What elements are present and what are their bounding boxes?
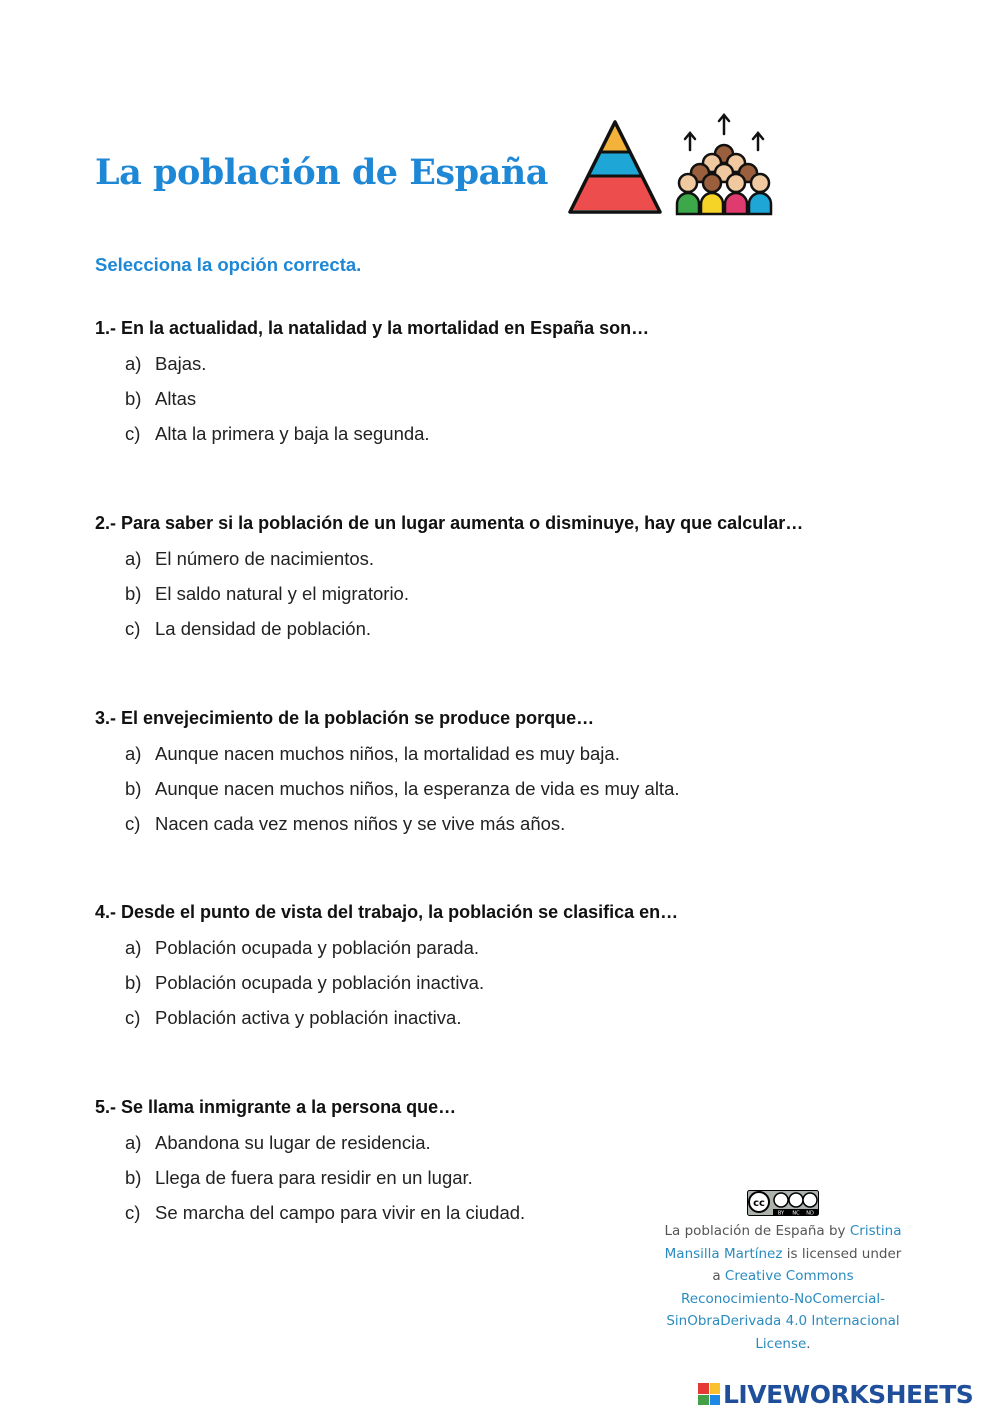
answer-option-b[interactable]: b) Aunque nacen muchos niños, la esperanza de vida es muy alta. xyxy=(125,778,680,813)
option-text: Se marcha del campo para vivir en la ciudad. xyxy=(155,1202,526,1223)
option-text: Llega de fuera para residir en un lugar. xyxy=(155,1167,473,1188)
nd-icon xyxy=(803,1193,817,1207)
by-icon xyxy=(774,1193,788,1207)
population-pyramid-icon xyxy=(566,118,664,216)
answer-option-b[interactable]: b) Llega de fuera para residir en un lugar. xyxy=(125,1167,525,1202)
license-notice: cc BY NC ND La población de España by Cristina Mansilla Martínez is licensed under a Creative Commons Reconocimiento-NoComercial-SinObraDerivada 4.0 Internacional License. xyxy=(662,1190,904,1355)
option-text: Bajas. xyxy=(155,353,207,374)
nd-label: ND xyxy=(806,1210,814,1216)
option-text: Población ocupada y población inactiva. xyxy=(155,972,485,993)
author-link[interactable]: Cristina Mansilla Martínez xyxy=(664,1223,902,1262)
logo-grid-icon xyxy=(698,1383,720,1405)
option-text: Abandona su lugar de residencia. xyxy=(155,1132,431,1153)
option-text: Aunque nacen muchos niños, la esperanza de vida es muy alta. xyxy=(155,778,680,799)
nc-icon xyxy=(789,1193,803,1207)
answer-option-a[interactable]: a) Aunque nacen muchos niños, la mortalidad es muy baja. xyxy=(125,743,680,778)
question-3 xyxy=(95,708,680,848)
question-text: 2.- Para saber si la población de un lugar aumenta o disminuye, hay que calcular… xyxy=(95,513,804,533)
svg-text:cc: cc xyxy=(753,1198,765,1209)
answer-option-a[interactable]: a) El número de nacimientos. xyxy=(125,548,803,583)
option-text: Aunque nacen muchos niños, la mortalidad es muy baja. xyxy=(155,743,620,764)
option-text: El número de nacimientos. xyxy=(155,548,375,569)
population-growth-icon xyxy=(672,110,776,218)
answer-option-a[interactable]: a) Bajas. xyxy=(125,353,649,388)
answer-option-a[interactable]: a) Población ocupada y población parada. xyxy=(125,937,678,972)
answer-option-c[interactable]: c) Alta la primera y baja la segunda. xyxy=(125,423,649,458)
answer-option-b[interactable]: b) Altas xyxy=(125,388,649,423)
answer-option-c[interactable]: c) Se marcha del campo para vivir en la ciudad. xyxy=(125,1202,525,1237)
option-text: Alta la primera y baja la segunda. xyxy=(155,423,430,444)
option-text: Población activa y población inactiva. xyxy=(155,1007,462,1028)
by-label: BY xyxy=(777,1210,785,1216)
answer-option-b[interactable]: b) Población ocupada y población inactiva. xyxy=(125,972,678,1007)
question-text: 4.- Desde el punto de vista del trabajo, la población se clasifica en… xyxy=(95,902,679,922)
question-2 xyxy=(95,513,803,653)
license-link[interactable]: Creative Commons Reconocimiento-NoComercial-SinObraDerivada 4.0 Internacional License xyxy=(666,1268,900,1352)
license-work-title: La población de España xyxy=(664,1223,825,1239)
question-text: 3.- El envejecimiento de la población se produce porque… xyxy=(95,708,595,728)
option-text: El saldo natural y el migratorio. xyxy=(155,583,409,604)
answer-option-c[interactable]: c) La densidad de población. xyxy=(125,618,803,653)
answer-option-c[interactable]: c) Nacen cada vez menos niños y se vive más años. xyxy=(125,813,680,848)
page-title: La población de España xyxy=(95,152,548,193)
question-4 xyxy=(95,902,678,1042)
answer-option-b[interactable]: b) El saldo natural y el migratorio. xyxy=(125,583,803,618)
logo-text: LIVEWORKSHEETS xyxy=(723,1379,974,1409)
cc-license-badge[interactable] xyxy=(747,1190,819,1216)
option-text: Población ocupada y población parada. xyxy=(155,937,479,958)
option-text: La densidad de población. xyxy=(155,618,372,639)
question-text: 1.- En la actualidad, la natalidad y la mortalidad en España son… xyxy=(95,318,650,338)
option-text: Nacen cada vez menos niños y se vive más años. xyxy=(155,813,566,834)
question-5 xyxy=(95,1097,525,1237)
answer-option-a[interactable]: a) Abandona su lugar de residencia. xyxy=(125,1132,525,1167)
option-text: Altas xyxy=(155,388,197,409)
question-1 xyxy=(95,318,649,458)
answer-option-c[interactable]: c) Población activa y población inactiva. xyxy=(125,1007,678,1042)
question-text: 5.- Se llama inmigrante a la persona que… xyxy=(95,1097,457,1117)
instruction-text: Selecciona la opción correcta. xyxy=(95,254,362,275)
liveworksheets-logo[interactable] xyxy=(698,1378,973,1410)
nc-label: NC xyxy=(792,1210,800,1216)
